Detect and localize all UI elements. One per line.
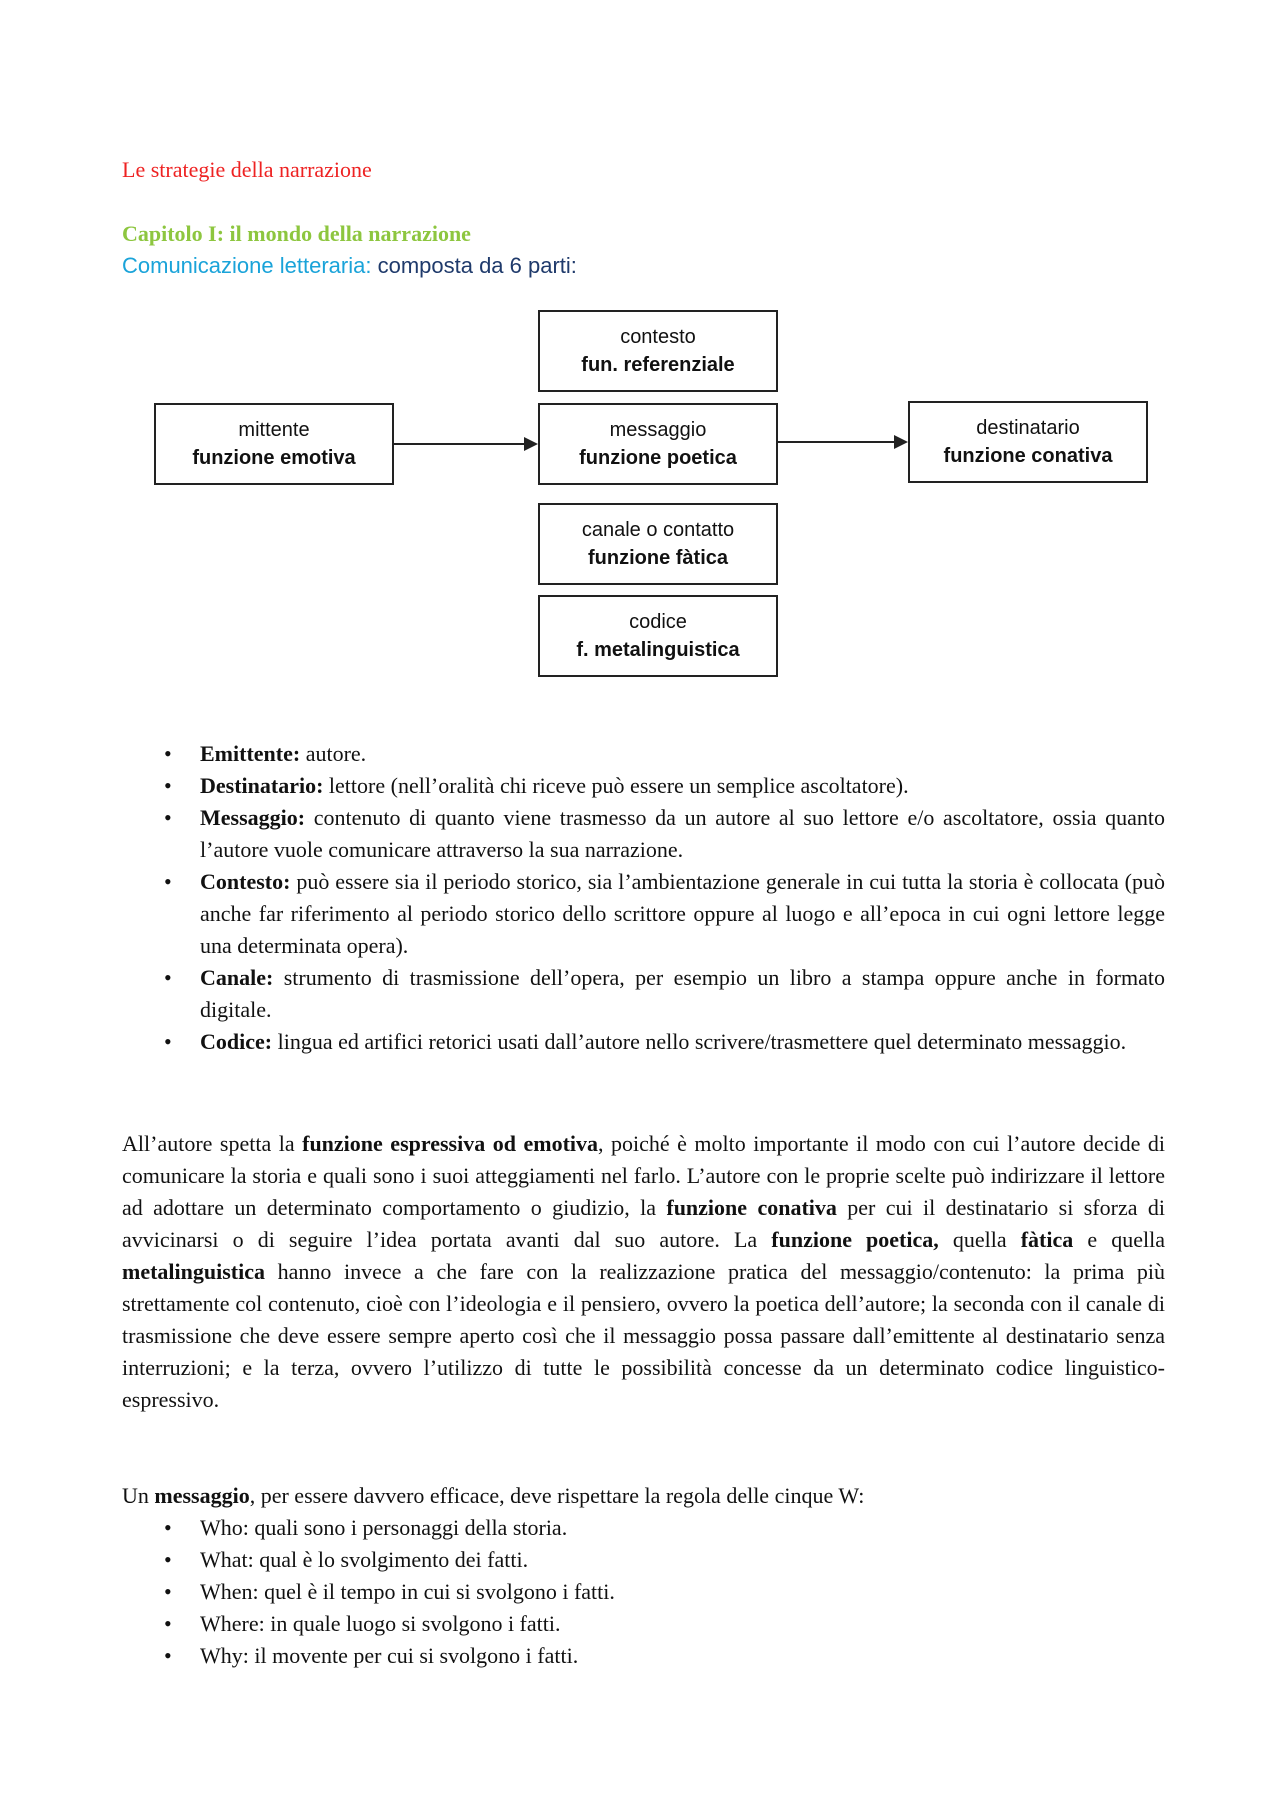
arrow-sender-to-message <box>394 443 524 445</box>
channel-function: funzione fàtica <box>587 547 728 569</box>
bullet-dot: • <box>164 1579 172 1604</box>
definition-term: Destinatario: <box>200 773 324 798</box>
bold-term: funzione espressiva od emotiva <box>302 1131 599 1156</box>
code-label: codice <box>629 611 687 633</box>
list-item <box>122 1640 1165 1672</box>
five-w-list <box>122 1512 1165 1672</box>
definition-text: lingua ed artifici retorici usati dall’autore nello scrivere/trasmettere quel determinato messaggio. <box>272 1029 1127 1054</box>
paragraph-text: quella <box>938 1227 1021 1252</box>
bold-term: metalinguistica <box>122 1259 265 1284</box>
definition-text: strumento di trasmissione dell’opera, per esempio un libro a stampa oppure anche in formato digitale. <box>200 965 1165 1022</box>
channel-label: canale o contatto <box>581 519 735 541</box>
list-item <box>122 738 1165 770</box>
paragraph-text: e quella <box>1073 1227 1165 1252</box>
receiver-label: destinatario <box>976 417 1080 439</box>
definition-term: Messaggio: <box>200 805 306 830</box>
bullet-dot: • <box>164 805 172 830</box>
list-item <box>122 802 1165 866</box>
receiver-function: funzione conativa <box>943 445 1113 467</box>
five-w-where: Where: in quale luogo si svolgono i fatti. <box>200 1611 561 1636</box>
list-item <box>122 1544 1165 1576</box>
list-item <box>122 1512 1165 1544</box>
definition-term: Canale: <box>200 965 274 990</box>
bullet-dot: • <box>164 1643 172 1668</box>
five-w-who: Who: quali sono i personaggi della storia. <box>200 1515 568 1540</box>
paragraph-text: All’autore spetta la <box>122 1131 303 1156</box>
paragraph-text: hanno invece a che fare con la realizzazione pratica del messaggio/contenuto: la prima più strettamente col contenuto, cioè con l’ideologia e il pensiero, ovvero la poetica dell’autore; la seconda con il canale di trasmissione che deve essere sempre aperto così che il messaggio possa passare dall’emittente al destinatario senza interruzioni; e la terza, ovvero l’utilizzo di tutte le possibilità concesse da un determinato codice linguistico-espressivo. <box>122 1259 1165 1412</box>
arrow-message-to-receiver <box>778 441 894 443</box>
arrow-head-sender <box>524 437 538 451</box>
communication-diagram <box>150 305 1150 685</box>
paragraph-text: , poiché è molto importante il modo con cui l’autore decide di comunicare la storia e quali sono i suoi atteggiamenti nel farlo. L’autore con le proprie scelte può indirizzare il lettore ad adottare un determinato comportamento o giudizio, la <box>122 1131 1166 1220</box>
definition-text: può essere sia il periodo storico, sia l’ambientazione generale in cui tutta la storia è collocata (può anche far riferimento al periodo storico dello scrittore oppure al luogo e all’epoca in cui ogni lettore legge una determinata opera). <box>200 869 1165 958</box>
receiver-box <box>908 401 1148 483</box>
bullet-dot: • <box>164 773 172 798</box>
list-item <box>122 1576 1165 1608</box>
sender-box <box>154 403 394 485</box>
sender-label: mittente <box>238 419 310 441</box>
document-title: Le strategie della narrazione <box>122 157 372 182</box>
code-box <box>538 595 778 677</box>
bullet-dot: • <box>164 1547 172 1572</box>
definition-text: autore. <box>300 741 367 766</box>
bold-term: funzione conativa <box>666 1195 837 1220</box>
definition-term: Contesto: <box>200 869 291 894</box>
chapter-title: Capitolo I: il mondo della narrazione <box>122 221 471 246</box>
bold-term: fàtica <box>1020 1227 1074 1252</box>
bullet-dot: • <box>164 1611 172 1636</box>
code-function: f. metalinguistica <box>576 639 740 661</box>
paragraph-text: per cui il destinatario si sforza di avvicinarsi o di seguire l’idea portata avanti dal suo autore. La <box>122 1195 1165 1252</box>
definition-text: lettore (nell’oralità chi riceve può essere un semplice ascoltatore). <box>323 773 909 798</box>
bullet-dot: • <box>164 1515 172 1540</box>
bullet-dot: • <box>164 1029 172 1054</box>
bold-term: messaggio <box>154 1483 250 1508</box>
bullet-dot: • <box>164 869 172 894</box>
definition-term: Codice: <box>200 1029 273 1054</box>
five-w-what: What: qual è lo svolgimento dei fatti. <box>200 1547 529 1572</box>
subtitle-lead: Comunicazione letteraria: <box>122 253 372 278</box>
context-function: fun. referenziale <box>581 354 735 376</box>
definition-text: contenuto di quanto viene trasmesso da un autore al suo lettore e/o ascoltatore, ossia quanto l’autore vuole comunicare attraverso la sua narrazione. <box>200 805 1165 862</box>
arrow-head-receiver <box>894 435 908 449</box>
section-subtitle <box>122 252 577 280</box>
sender-function: funzione emotiva <box>192 447 356 469</box>
channel-box <box>538 503 778 585</box>
bullet-dot: • <box>164 741 172 766</box>
context-label: contesto <box>620 326 696 348</box>
list-item <box>122 1608 1165 1640</box>
definition-term: Emittente: <box>200 741 301 766</box>
paragraph-text: , per essere davvero efficace, deve rispettare la regola delle cinque W: <box>249 1483 865 1508</box>
list-item <box>122 1026 1165 1058</box>
paragraph-text: Un <box>122 1483 155 1508</box>
functions-paragraph <box>122 1128 1165 1416</box>
list-item <box>122 866 1165 962</box>
message-box <box>538 403 778 485</box>
five-w-when: When: quel è il tempo in cui si svolgono i fatti. <box>200 1579 615 1604</box>
message-label: messaggio <box>609 419 707 441</box>
context-box <box>538 310 778 392</box>
bullet-dot: • <box>164 965 172 990</box>
message-function: funzione poetica <box>579 447 737 469</box>
subtitle-rest: composta da 6 parti: <box>371 253 577 278</box>
bold-term: funzione poetica, <box>771 1227 939 1252</box>
five-w-intro <box>122 1480 1165 1512</box>
list-item <box>122 770 1165 802</box>
five-w-why: Why: il movente per cui si svolgono i fatti. <box>200 1643 579 1668</box>
definitions-list <box>122 738 1165 1058</box>
list-item <box>122 962 1165 1026</box>
